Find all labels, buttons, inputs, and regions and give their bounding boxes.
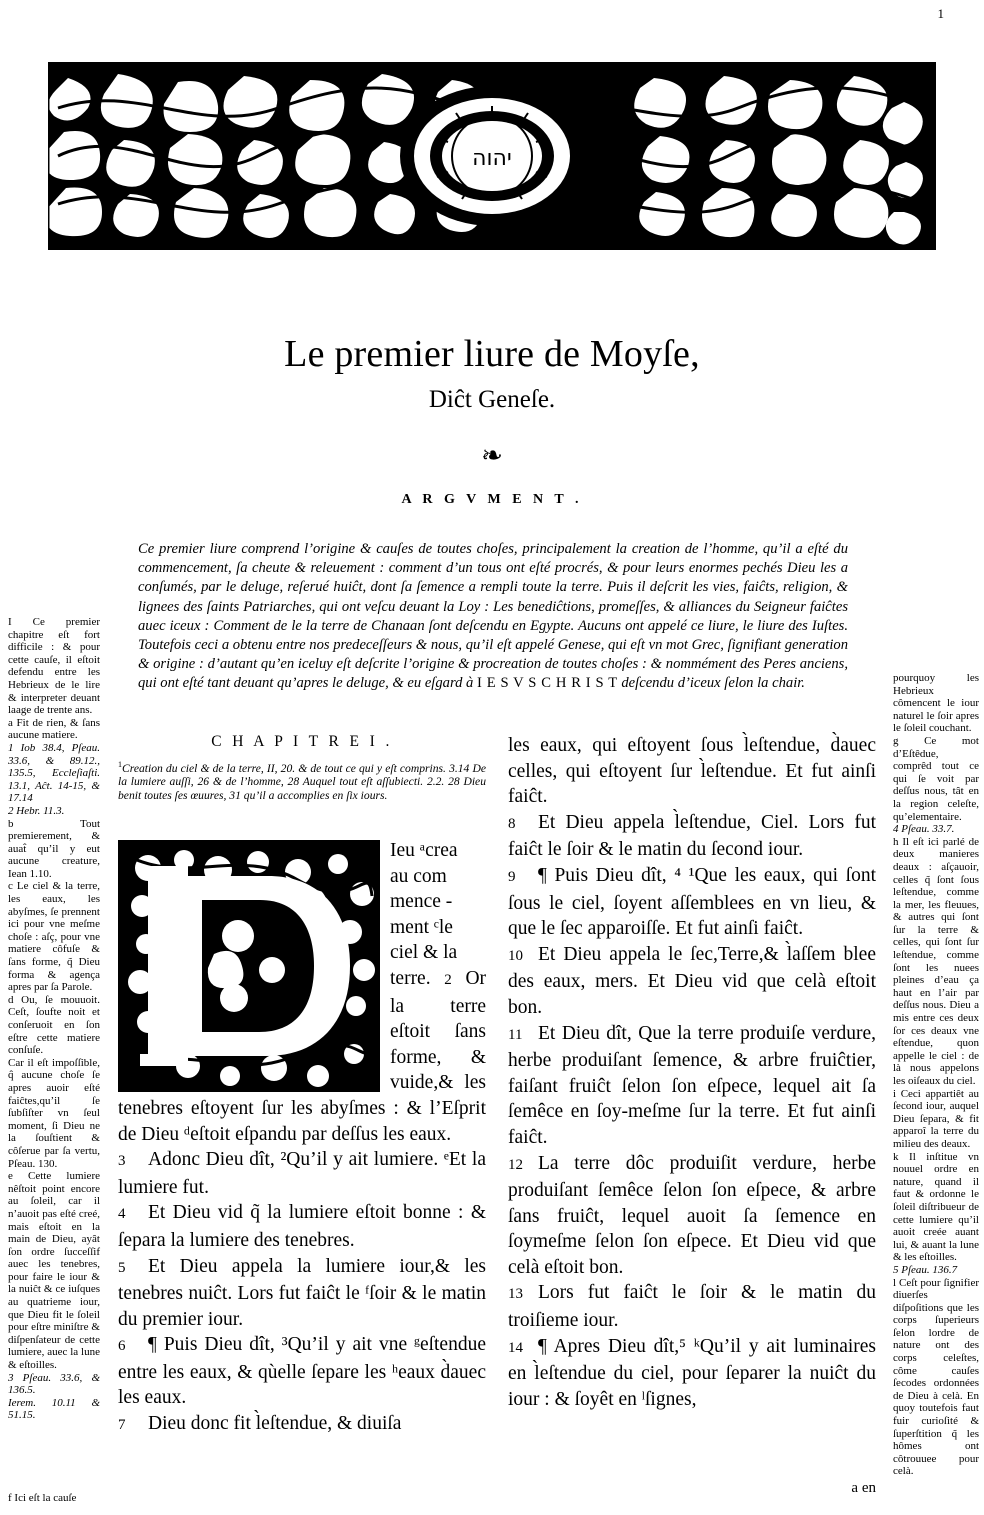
- margin-note: 4 Pſeau. 33.7.: [893, 823, 955, 836]
- margin-note: i Ceci appartiêt au ſecond iour, auquel Dieu ſepara, & fit apparoî la terre du milieu des deaux.: [893, 1087, 979, 1150]
- verse-number: 12: [508, 1156, 523, 1173]
- verse-number: 3: [118, 1153, 126, 1170]
- verse-number: 13: [508, 1286, 523, 1303]
- folio-number: 1: [937, 6, 944, 21]
- catchword: a en: [851, 1480, 876, 1496]
- verse-number: 6: [118, 1338, 126, 1355]
- left-margin-notes: [8, 616, 100, 1422]
- verse-text: les eaux, qui eſtoyent ſous l̀eſtendue, d̀auec celles, qui eſtoyent ſur l̀eſtendue. Et fut ainſi faiĉt.: [508, 735, 876, 808]
- verse-text: Adonc Dieu dît, ²Qu’il y ait lumiere. ᵉEt la lumiere fut.: [118, 1149, 486, 1198]
- verse-number: 4: [118, 1206, 126, 1223]
- verse-1-line: terre.: [390, 967, 431, 989]
- margin-note: 5 Pſeau. 136.7: [893, 1263, 958, 1276]
- verse-number: 10: [508, 947, 523, 964]
- verse-text: La terre dôc produiſit verdure, herbe produiſant ſemêce ſelon ſon eſpece, & arbre ſans fruiĉt, lequel auoit ſa ſemence en ſoymeſme ſelon ſon eſpece. Et Dieu vid que celà eſtoit bon.: [508, 1152, 876, 1278]
- verse-text: Et Dieu appela l̀eſtendue, Ciel. Lors fut faiĉt le ſoir & le matin du ſecond iour.: [508, 811, 876, 861]
- verse-text: Et Dieu dît, Que la terre produiſe verdure, herbe produiſant ſemence, & arbre fruiĉtier, faiſant fruiĉt ſelon ſon eſpece, lequel ait ſa ſemêce en ſoy-meſme ſur la terre. Et fut ainſi faiĉt.: [508, 1022, 876, 1148]
- verse-row: [118, 1254, 486, 1333]
- margin-note: I Ce premier chapitre eſt fort difficile : & pour cette cauſe, il eſtoit defendu entre les Hebrieux de le lire & interpreter deuant laage de trente ans.: [8, 616, 100, 717]
- verse-1-line: mence -: [390, 891, 453, 913]
- verse-row: [118, 1200, 486, 1253]
- verse-1-line: ciel & la: [390, 942, 458, 964]
- margin-note: b Tout premierement, & auat̂ qu’il y eut aucune creature, Iean 1.10.: [8, 817, 100, 880]
- verse-row: [508, 942, 876, 1021]
- margin-note: a Fit de rien, & ſans aucune matiere.: [8, 716, 100, 742]
- verse-number: 14: [508, 1339, 523, 1356]
- margin-note: k Il inſtitue vn nouuel ordre en nature, quand il faut & ordonne le ſoleil diſtribueur de cette lumiere qu’il auoit creée auant lui, & auant la lune & les eſtoilles.: [893, 1150, 979, 1264]
- verse-row: [508, 1151, 876, 1281]
- verse-1-line: ment ᶜle: [390, 916, 453, 938]
- verse-row: [508, 863, 876, 942]
- verse-text: Et Dieu appela la lumiere iour,& les tenebres nuiĉt. Lors fut faiĉt le ᶠſoir & le matin du premier iour.: [118, 1255, 486, 1330]
- left-margin-note-bottom: f Ici eſt la cauſe: [8, 1492, 77, 1504]
- margin-note: g Ce mot d’Eſtêdue, comprêd tout ce qui ſe voit par deſſus nous, tât en la region celeſte, qu’elementaire.: [893, 734, 979, 823]
- main-column-right: [508, 733, 876, 1412]
- margin-note: 3 Pſeau. 33.6, & 136.5.: [8, 1371, 100, 1397]
- verse-text: ¶ Puis Dieu dît, ⁴ ¹Que les eaux, qui ſont ſous le ciel, ſoyent aſſemblees en vn lieu, & que le ſec apparoiſſe. Et fut ainſi faiĉt.: [508, 864, 876, 940]
- margin-note: 2 Hebr. 11.3.: [8, 804, 65, 817]
- chapter-summary: [118, 758, 486, 802]
- verse-number: 7: [118, 1417, 126, 1434]
- verse-row: [508, 1334, 876, 1413]
- verse-row: [118, 1332, 486, 1411]
- floral-headpiece-ornament: [48, 62, 936, 250]
- main-column-left: [118, 838, 486, 1439]
- verse-1-line: au com: [390, 865, 447, 887]
- margin-note: Car il eſt impoſſible, q̂ aucune choſe ſe apres auoir eſté faiĉtes,qu’il ſe ſubſiſter vn ſeul moment, ſi Dieu ne la ſouſtient & côſerue par ſa vertu, Pſeau. 130.: [8, 1056, 100, 1170]
- argument-body-second: deſcendu d’iceux ſelon la chair.: [617, 675, 805, 692]
- verse-2-text: Or la terre eſtoit ſans forme, & vuide,& les tenebres eſtoyent ſur les abyſmes : & l’Eſprit de Dieu ᵈeſtoit eſpandu par deſſus les eaux.: [118, 967, 487, 1145]
- verse-text: ¶ Puis Dieu dît, ³Qu’il y ait vne ᵍeſtendue entre les eaux, & qùelle ſepare les ʰeaux d̀auec les eaux.: [118, 1334, 486, 1409]
- page-title: Le premier liure de Moyſe,: [284, 333, 700, 375]
- verse-number: 5: [118, 1259, 126, 1276]
- margin-note: pourquoy les Hebrieux cômencent le iour naturel le ſoir apres le ſoleil couchant.: [893, 672, 979, 735]
- verse-text: Lors fut faiĉt le ſoir & le matin du troiſieme iour.: [508, 1282, 876, 1332]
- tetragrammaton-text: יהוה: [472, 146, 512, 171]
- argument-heading: A R G V M E N T .: [401, 492, 583, 507]
- margin-note: h Il eſt ici parlé de deux manieres deaux : aſçauoir, celles q̃ ſont ſous leſtendue, comme la mer, les fleuues, & autres qui ſont ſur la terre & celles, qui ſont ſur leſtendue, comme ſont les nuees pleines d’eau ça haut en l’air par deſſus nous. Dieu a mis entre ces deux ſor ces deaux vne eſtendue, quon appelle le ciel : de là nous appelons les oiſeaux du ciel.: [893, 835, 979, 1087]
- chapter-summary-marker: 1: [118, 760, 122, 769]
- chapter-heading: C H A P I T R E I .: [211, 733, 393, 750]
- verse-number: 9: [508, 868, 516, 885]
- margin-note: l Ceſt pour ſignifier diuerſes diſpoſitions que les corps ſuperieurs ſelon lordre de nature ont des corps celeſtes, côme cauſes ſecodes ordonnées de Dieu à celà. En quoy toutefois faut fuir curioſité & ſuperſtition q̃ les hômes ont côtrouuee pour celà.: [893, 1276, 979, 1478]
- page-subtitle: Diĉt Geneſe.: [428, 386, 556, 413]
- verse-row: [508, 1021, 876, 1151]
- fleuron-ornament-icon: ❧: [481, 441, 503, 470]
- verse-text: Et Dieu appela le ſec,Terre,& l̀aſſem blee des eaux, mers. Et Dieu vid que celà eſtoit bon.: [508, 943, 876, 1018]
- margin-note: e Cette lumiere nêſtoit point encore au ſoleil, car il n’auoit pas eſté creé, mais eſtoit en la main de Dieu, ayât ſon ordre ſucceſſif auec les tenebres, pour faire le iour & la nuiĉt & ce iuſques au quatrieme iour, que Dieu fit le ſoleil pour eſtre miniſtre & diſpenſateur de cette lumiere, auec la lune & eſtoilles.: [8, 1170, 100, 1372]
- argument-smallcaps: I E S V S C H R I S T: [476, 675, 618, 692]
- argument-body-first: Ce premier liure comprend l’origine & cauſes de toutes choſes, principalement la creation de l’homme, qu’il a eſté du commencement, ſa cheute & releuement : comment d’un tous ont eſté procrés, & pour leurs enormes pechés Dieu les a conſumés, par le deluge, reſerué huiĉt, dont ſa ſemence a rempli toute la terre. Puis il deſcrit les vies, faiĉts, religion, & lignees des ſaints Patriarches, qui ont veſcu deuant la Loy : Les benediĉtions, promeſſes, & alliances du Seigneur faiĉtes auec iceux : Comment de le la terre de Chanaan ſont deſcendu en Egypte. Aucuns ont appelé ce liure, le liure des Iuſtes. Toutefois ceci a obtenu entre nos predeceſſeurs & nous, qu’il eſt appelé Genese, qui eſt vn mot Grec, ſignifiant generation & origine : d’autant qu’en iceluy eſt deſcrite l’origine & procreation de toutes choſes : & nommément des Peres anciens, qui ont eſté tant deuant qu’apres le deluge, & eu eſgard à: [138, 541, 848, 692]
- verse-1-line: Ieu ᵃcrea: [390, 840, 458, 861]
- margin-note: Ierem. 10.11 & 51.15.: [8, 1396, 100, 1422]
- chapter-summary-text: Creation du ciel & de la terre, II, 20. & de tout ce qui y eſt comprins. 3.14 De la lumiere auſſi, 26 & de l’homme, 28 Auquel tout eſt aſſubiecti. 2.2. 28 Dieu benit toutes ſes œuures, 31 qu’il a accomplies en ſix iours.: [118, 761, 486, 802]
- verse-row: [118, 1147, 486, 1200]
- verse-number: 8: [508, 815, 516, 832]
- verse-text: ¶ Apres Dieu dît,⁵ ᵏQu’il y ait luminaires en l̀eſtendue du ciel, pour ſeparer la nuiĉt du iour : & ſoyêt en ˡſignes,: [508, 1335, 876, 1410]
- margin-note: 1 Iob 38.4, Pſeau. 33.6, & 89.12., 135.5, Eccleſiaſti. 13.1, Aĉt. 14-15, & 17.14: [8, 741, 100, 805]
- verse-row: [118, 1411, 486, 1439]
- verse-row-continuation: [508, 733, 876, 810]
- margin-note: d Ou, ſe mouuoit. Ceſt, ſoufte noit et conſeruoit en ſon eſtre cette matiere conſuſe.: [8, 993, 100, 1057]
- right-margin-notes: [893, 672, 979, 1478]
- argument-paragraph: [138, 540, 848, 694]
- verse-number: 2: [444, 971, 452, 988]
- drop-cap-D-illustrated: [118, 840, 380, 1092]
- verse-text: Dieu donc fit l̀eſtendue, & diuiſa: [148, 1413, 402, 1435]
- verse-text: Et Dieu vid q̃ la lumiere eſtoit bonne : & ſepara la lumiere des tenebres.: [118, 1202, 486, 1251]
- verse-row: [508, 1280, 876, 1333]
- verse-row: [508, 810, 876, 863]
- verse-number: 11: [508, 1026, 523, 1043]
- margin-note: c Le ciel & la terre, les eaux, les abyſmes, ſe prennent ici pour vne meſme choſe : aſç, pour vne matiere côfuſe & ſans forme, q̃ Dieu forma & agença apres par ſa Parole.: [8, 880, 100, 994]
